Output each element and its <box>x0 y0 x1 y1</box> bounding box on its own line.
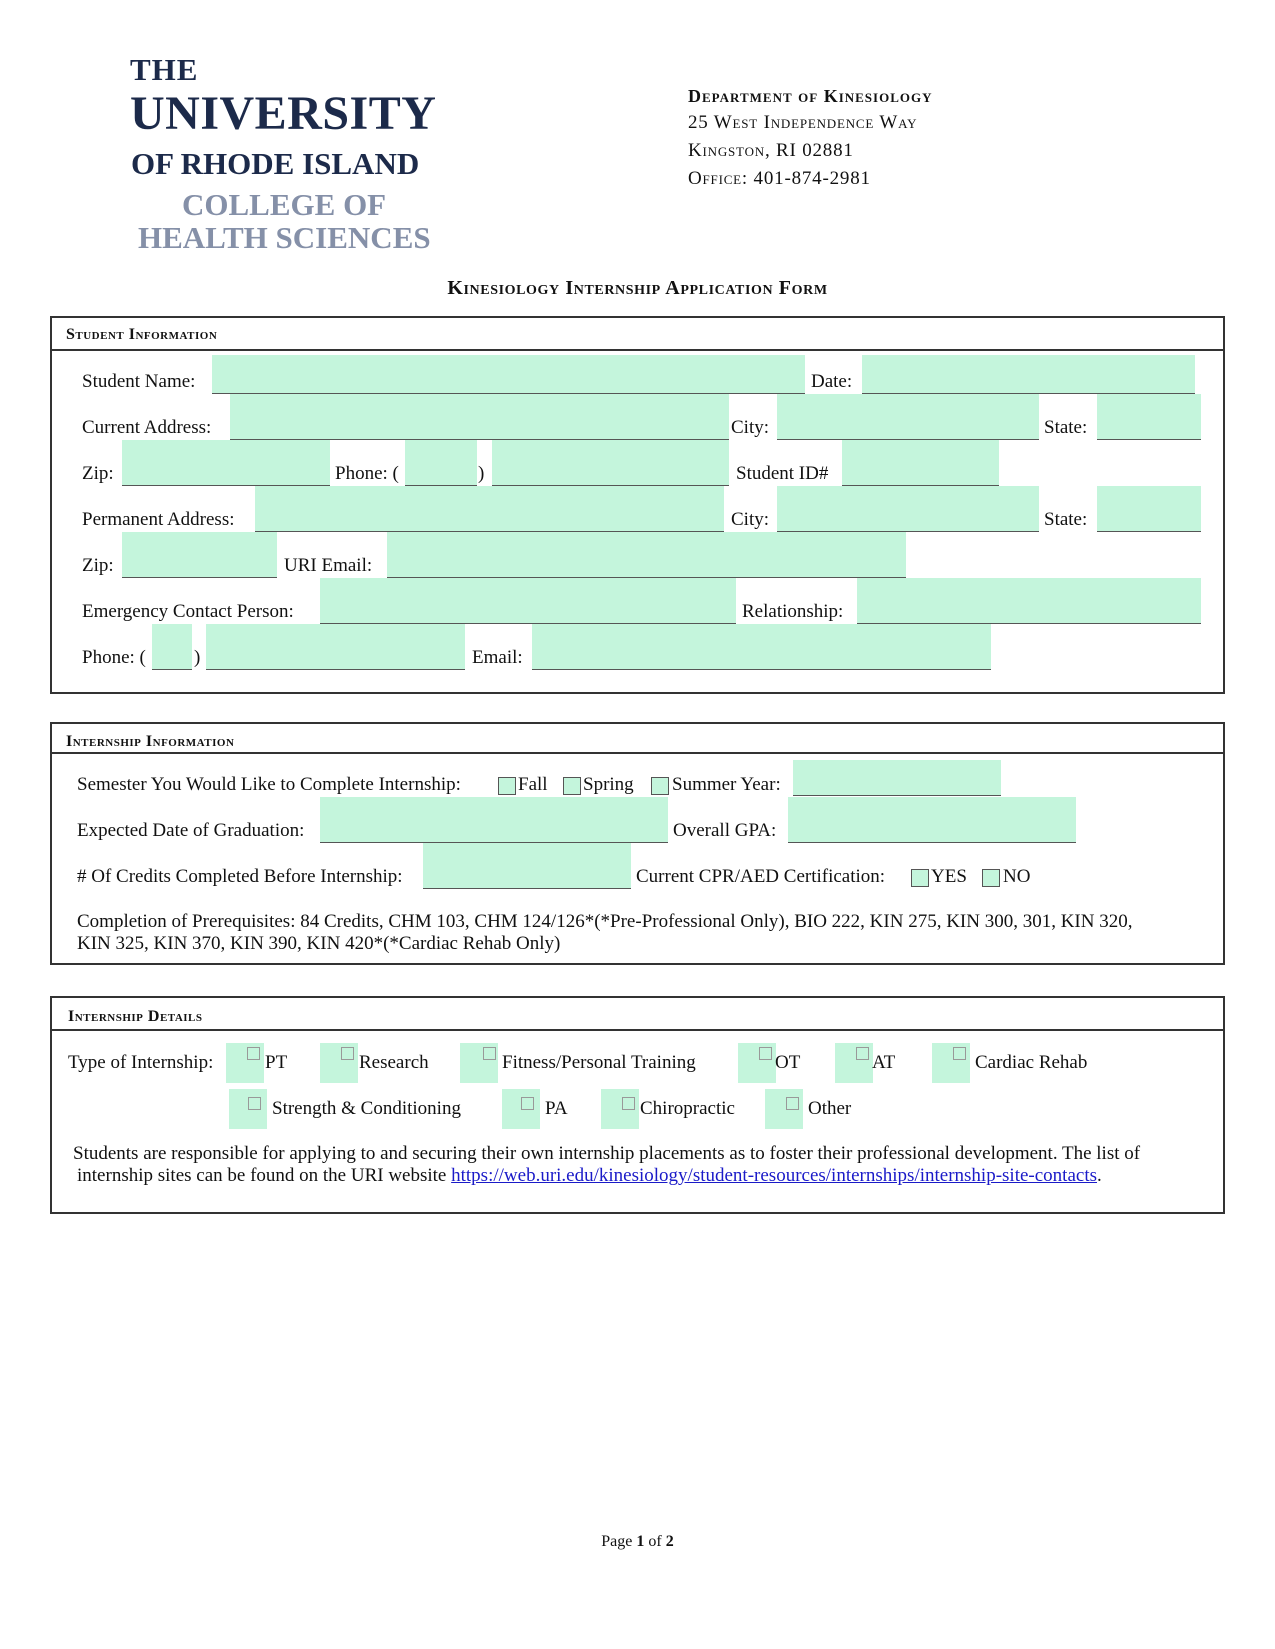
relationship-label: Relationship: <box>742 601 844 622</box>
phone-area-code-field[interactable] <box>405 440 477 486</box>
cpr-no-label: NO <box>1003 866 1031 887</box>
section-divider <box>50 349 1225 351</box>
gpa-label: Overall GPA: <box>673 820 777 841</box>
research-checkbox[interactable] <box>320 1043 358 1083</box>
cardiac-rehab-label: Cardiac Rehab <box>975 1052 1088 1073</box>
internship-details-heading: Internship Details <box>68 1008 203 1025</box>
permanent-address-field[interactable] <box>255 486 724 532</box>
details-note-suffix: . <box>1097 1165 1102 1186</box>
cpr-yes-label: YES <box>931 866 967 887</box>
of-word: of <box>648 1533 662 1550</box>
department-street: 25 West Independence Way <box>688 112 918 133</box>
page-total: 2 <box>665 1533 674 1550</box>
student-name-field[interactable] <box>212 355 805 394</box>
semester-label: Semester You Would Like to Complete Internship: <box>77 774 461 795</box>
chiropractic-checkbox[interactable] <box>601 1089 639 1129</box>
details-note-line-1: Students are responsible for applying to and securing their own internship placements as to foster their professional development. The list of <box>73 1143 1141 1164</box>
chiropractic-label: Chiropractic <box>640 1098 735 1119</box>
emergency-contact-field[interactable] <box>320 578 736 624</box>
zip-field[interactable] <box>122 440 330 486</box>
spring-label: Spring <box>583 774 634 795</box>
department-name: Department of Kinesiology <box>688 86 933 106</box>
gpa-field[interactable] <box>788 797 1076 843</box>
department-city: Kingston, RI 02881 <box>688 140 854 161</box>
ot-checkbox[interactable] <box>738 1043 776 1083</box>
cpr-yes-checkbox[interactable] <box>911 869 929 887</box>
phone-number-field[interactable] <box>492 440 729 486</box>
permanent-state-label: State: <box>1044 509 1088 530</box>
phone-paren-close: ) <box>478 463 485 484</box>
section-divider <box>50 752 1225 754</box>
fall-checkbox[interactable] <box>498 777 516 795</box>
spring-checkbox[interactable] <box>563 777 581 795</box>
current-city-label: City: <box>731 417 770 438</box>
current-city-field[interactable] <box>777 394 1039 440</box>
uri-email-field[interactable] <box>387 532 906 578</box>
date-field[interactable] <box>862 355 1195 394</box>
cardiac-rehab-checkbox[interactable] <box>932 1043 970 1083</box>
at-label: AT <box>872 1052 896 1073</box>
graduation-label: Expected Date of Graduation: <box>77 820 305 841</box>
phone-label: Phone: ( <box>335 463 399 484</box>
credits-field[interactable] <box>423 843 631 889</box>
fitness-label: Fitness/Personal Training <box>502 1052 696 1073</box>
cpr-label: Current CPR/AED Certification: <box>636 866 886 887</box>
fitness-checkbox[interactable] <box>460 1043 498 1083</box>
pa-label: PA <box>545 1098 568 1119</box>
current-state-field[interactable] <box>1097 394 1201 440</box>
student-id-label: Student ID# <box>736 463 829 484</box>
relationship-field[interactable] <box>857 578 1201 624</box>
at-checkbox[interactable] <box>835 1043 873 1083</box>
credits-label: # Of Credits Completed Before Internship: <box>77 866 403 887</box>
details-note-prefix: internship sites can be found on the URI website <box>77 1165 452 1186</box>
other-checkbox[interactable] <box>765 1089 803 1129</box>
logo-line-the: THE <box>130 52 199 87</box>
ot-label: OT <box>775 1052 801 1073</box>
current-address-field[interactable] <box>230 394 729 440</box>
summer-checkbox[interactable] <box>651 777 669 795</box>
internship-information-heading: Internship Information <box>66 733 235 750</box>
emergency-phone-label: Phone: ( <box>82 647 146 668</box>
pa-checkbox[interactable] <box>502 1089 540 1129</box>
fall-label: Fall <box>518 774 548 795</box>
emergency-email-label: Email: <box>472 647 523 668</box>
permanent-address-label: Permanent Address: <box>82 509 235 530</box>
emergency-email-field[interactable] <box>532 624 991 670</box>
page-footer <box>0 1533 1275 1551</box>
prerequisites-line-2: KIN 325, KIN 370, KIN 390, KIN 420*(*Cardiac Rehab Only) <box>77 933 561 954</box>
logo-line-rhode-island: OF RHODE ISLAND <box>131 146 420 181</box>
student-information-heading: Student Information <box>66 326 218 343</box>
student-name-label: Student Name: <box>82 371 196 392</box>
permanent-zip-label: Zip: <box>82 555 114 576</box>
page-word: Page <box>601 1533 633 1550</box>
department-office: Office: 401-874-2981 <box>688 168 871 189</box>
summer-year-label: Summer Year: <box>672 774 781 795</box>
current-state-label: State: <box>1044 417 1088 438</box>
other-label: Other <box>808 1098 852 1119</box>
logo-line-health-sciences: HEALTH SCIENCES <box>138 220 431 255</box>
section-divider <box>50 1029 1225 1031</box>
uri-email-label: URI Email: <box>284 555 373 576</box>
research-label: Research <box>359 1052 429 1073</box>
emergency-phone-number-field[interactable] <box>206 624 465 670</box>
permanent-city-field[interactable] <box>777 486 1039 532</box>
emergency-phone-area-field[interactable] <box>152 624 192 670</box>
emergency-contact-label: Emergency Contact Person: <box>82 601 294 622</box>
graduation-date-field[interactable] <box>320 797 668 843</box>
strength-conditioning-label: Strength & Conditioning <box>272 1098 461 1119</box>
pt-label: PT <box>265 1052 288 1073</box>
current-address-label: Current Address: <box>82 417 212 438</box>
internship-type-label: Type of Internship: <box>68 1052 214 1073</box>
details-note-line-2 <box>77 1165 1102 1187</box>
prerequisites-line-1: Completion of Prerequisites: 84 Credits, CHM 103, CHM 124/126*(*Pre-Professional Only), BIO 222, KIN 275, KIN 300, 301, KIN 320, <box>77 911 1133 932</box>
logo-line-university: UNIVERSITY <box>130 87 437 140</box>
form-title: Kinesiology Internship Application Form <box>447 277 828 299</box>
internship-sites-link[interactable]: https://web.uri.edu/kinesiology/student-resources/internships/internship-site-contacts <box>451 1165 1098 1186</box>
permanent-city-label: City: <box>731 509 770 530</box>
permanent-zip-field[interactable] <box>122 532 277 578</box>
logo-line-college: COLLEGE OF <box>182 187 387 222</box>
strength-conditioning-checkbox[interactable] <box>229 1089 267 1129</box>
zip-label: Zip: <box>82 463 114 484</box>
summer-year-field[interactable] <box>793 760 1001 796</box>
student-id-field[interactable] <box>842 440 999 486</box>
page-number: 1 <box>636 1533 645 1550</box>
cpr-no-checkbox[interactable] <box>982 869 1000 887</box>
permanent-state-field[interactable] <box>1097 486 1201 532</box>
pt-checkbox[interactable] <box>226 1043 264 1083</box>
date-label: Date: <box>811 371 853 392</box>
emergency-phone-paren-close: ) <box>194 647 201 668</box>
